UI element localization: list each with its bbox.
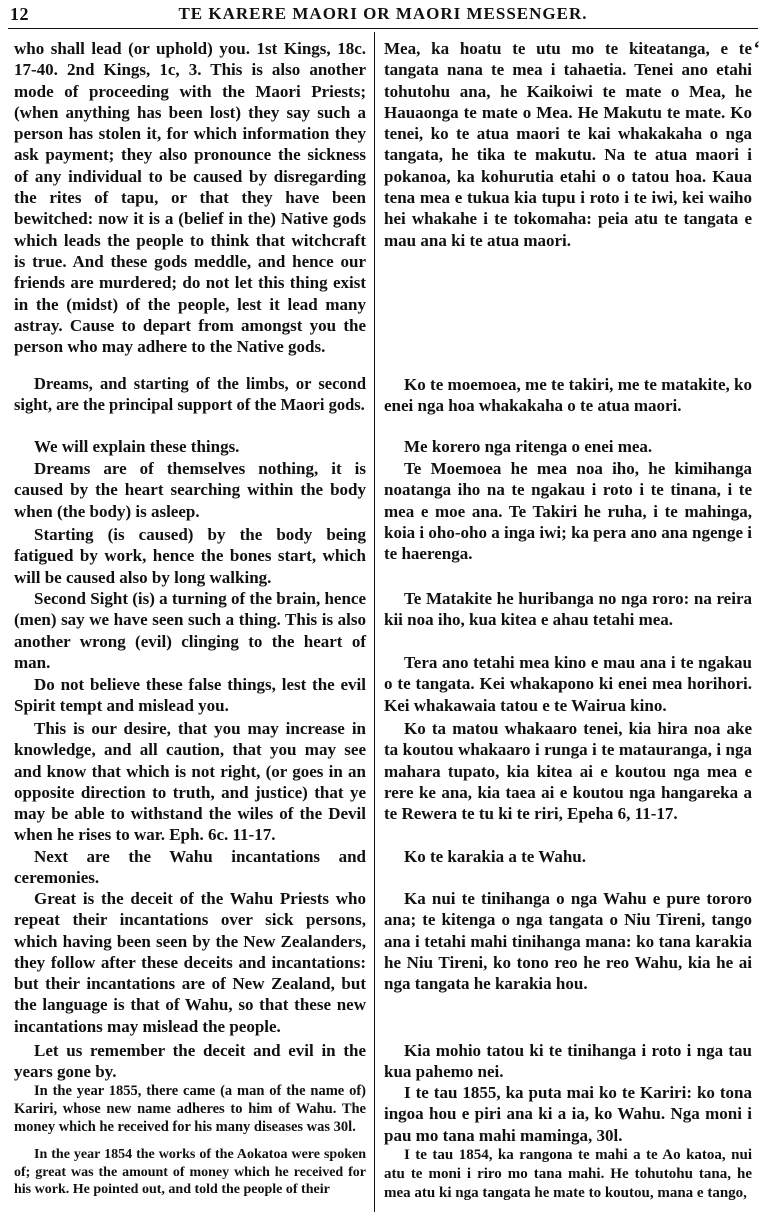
maori-paragraph: I te tau 1854, ka rangona te mahi a te Ao katoa, nui atu te moni i riro mo tana mahi. He tohutohu tana, he mea atu ki nga tangata he mate to koutou, mana e tango,	[384, 1147, 752, 1201]
english-paragraph: Starting (is caused) by the body being fatigued by work, hence the bones start, which will be caused also by long walking.	[14, 525, 366, 587]
english-paragraph: Let us remember the deceit and evil in the years gone by.	[14, 1041, 366, 1082]
english-paragraph: Do not believe these false things, lest the evil Spirit tempt and mislead you.	[14, 675, 366, 716]
english-paragraph: In the year 1855, there came (a man of the name of) Kariri, whose new name adheres to him of Wahu. The money which he received for his many diseases was 30l.	[14, 1083, 366, 1136]
page-number: 12	[10, 4, 29, 24]
column-divider	[374, 32, 375, 1212]
maori-paragraph: Mea, ka hoatu te utu mo te kiteatanga, e te tangata nana te mea i tahaetia. Tenei ano etahi tohutohu ana, he Kaikoiwi te mate o Mea, he Hauaonga te mate o Mea. He Makutu te mate. Ko tenei, ko te atua maori te kai whakakaha o nga tangata, he tika te makutu. Na te atua maori i pokanoa, ka kohurutia etahi o o tatou hoa. Kaua tena mea e tukua kia tupu i roto i te iwi, kei waiho hei whakahe i te tokomaha: peia atu te tangata e mau ana ki te atua maori.	[384, 39, 752, 250]
english-paragraph: Dreams are of themselves nothing, it is caused by the heart searching within the body when (the body) is asleep.	[14, 459, 366, 521]
maori-paragraph: Ka nui te tinihanga o nga Wahu e pure tororo ana; te kitenga o nga tangata o Niu Tireni, tango ana i tetahi mahi tinihanga mana: ko tana karakia he Niu Tireni, ko tono reo he reo Wahu, kia he ai nga tangata he karakia hou.	[384, 889, 752, 994]
maori-paragraph: Ko te karakia a te Wahu.	[404, 847, 586, 866]
english-paragraph: We will explain these things.	[34, 437, 240, 456]
english-paragraph: Great is the deceit of the Wahu Priests who repeat their incantations over sick persons, which having been seen by the New Zealanders, they follow after these deceits and incantations: but their incantations are of New Zealand, but the language is that of Wahu, so that these new incantations may mislead the people.	[14, 889, 366, 1036]
english-paragraph: who shall lead (or uphold) you. 1st Kings, 18c. 17-40. 2nd Kings, 1c, 3. This is also another mode of proceeding with the Maori Priests; (when anything has been lost) they say such a person has stolen it, for which information they ask payment; they also pronounce the sickness of any individual to be caused by disregarding the rites of tapu, or that they have been bewitched: now it is a (belief in the) Native gods which leads the people to think that witchcraft is true. And these gods meddle, and hence our friends are murdered; do not let this thing exist in the (midst) of the people, lest it lead many astray. Cause to depart from amongst you the person who may adhere to the Native gods.	[14, 39, 366, 357]
maori-paragraph: Te Matakite he huribanga no nga roro: na reira kii noa iho, kua kitea e ahau tetahi mea.	[384, 589, 752, 630]
english-paragraph: This is our desire, that you may increase in knowledge, and all caution, that you may see and know that which is not right, (or goes in an opposite direction to truth, and justice) that ye may be able to withstand the wiles of the Devil when he rises to war. Eph. 6c. 11-17.	[14, 719, 366, 845]
maori-paragraph: Ko ta matou whakaaro tenei, kia hira noa ake ta koutou whakaaro i runga i te matauranga, i nga mahara tupato, kia kitea ai e koutou nga mea e rere ke ana, kia taea ai e koutou nga hangareka a te Rewera te tu ki te riri, Epeha 6, 11-17.	[384, 719, 752, 824]
margin-mark: ‘	[753, 38, 760, 60]
english-paragraph: Dreams, and starting of the limbs, or second sight, are the principal support of the Maori gods.	[14, 374, 366, 414]
maori-paragraph: Tera ano tetahi mea kino e mau ana i te ngakau o te tangata. Kei whakapono ki enei mea horihori. Kei whakawaia tatou e te Wairua kino.	[384, 653, 752, 715]
maori-paragraph: Me korero nga ritenga o enei mea.	[404, 437, 653, 456]
english-paragraph: In the year 1854 the works of the Aokatoa were spoken of; great was the amount of money which he received for his work. He pointed out, and told the people of their	[14, 1147, 366, 1197]
maori-paragraph: Te Moemoea he mea noa iho, he kimihanga noatanga iho na te ngakau i roto i te tinana, i te mea e moe ana. Te Takiri he ruha, i te mahinga, koia i oho-oho a inga iwi; ka pera ano ana ngenge i te haerenga.	[384, 459, 752, 564]
english-paragraph: Second Sight (is) a turning of the brain, hence (men) say we have seen such a thing. This is also another wrong (evil) clinging to the heart of man.	[14, 589, 366, 672]
english-paragraph: Next are the Wahu incantations and ceremonies.	[14, 847, 366, 888]
newspaper-title: TE KARERE MAORI OR MAORI MESSENGER.	[178, 4, 588, 23]
page-header	[0, 4, 766, 26]
maori-paragraph: I te tau 1855, ka puta mai ko te Kariri: ko tona ingoa hou e piri ana ki a ia, ko Wahu. Nga moni i pau mo tana mahi maminga, 30l.	[384, 1083, 752, 1145]
maori-paragraph: Kia mohio tatou ki te tinihanga i roto i nga tau kua pahemo nei.	[384, 1041, 752, 1082]
header-rule	[8, 28, 758, 29]
maori-paragraph: Ko te moemoea, me te takiri, me te matakite, ko enei nga hoa whakakaha o te atua maori.	[384, 375, 752, 416]
